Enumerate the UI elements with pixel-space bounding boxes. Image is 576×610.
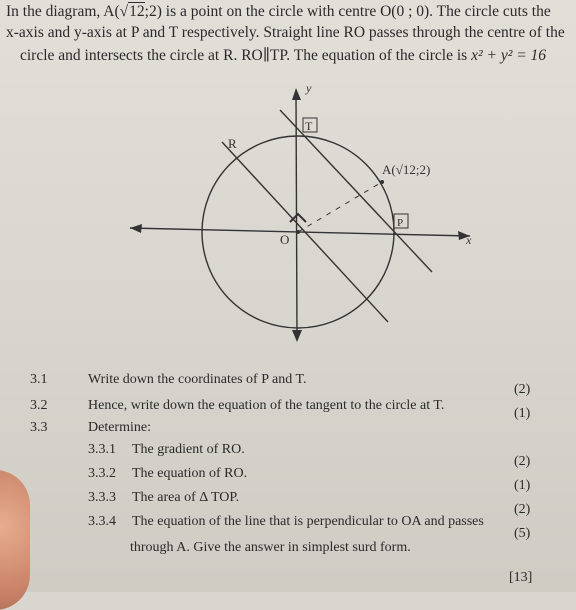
label-o: O [280, 232, 290, 247]
question-marks: (2) [514, 454, 531, 469]
label-y: y [306, 82, 312, 95]
question-marks: (1) [514, 478, 531, 493]
question-number: 3.3 [30, 420, 48, 435]
label-t: T [305, 119, 313, 133]
question-text: The equation of the line that is perpendicular to OA and passes [132, 514, 484, 529]
question-text: The gradient of RO. [132, 442, 245, 457]
circle-diagram [120, 82, 480, 352]
question-text: The area of Δ TOP. [132, 490, 240, 505]
label-r: R [228, 136, 237, 151]
y-axis-arrow-icon [292, 88, 301, 100]
question-text: Hence, write down the equation of the tangent to the circle at T. [88, 398, 445, 413]
question-marks: (2) [514, 502, 531, 517]
point-o [296, 230, 300, 234]
question-number: 3.1 [30, 372, 48, 387]
question-marks: (1) [514, 406, 531, 421]
intro-line-1: In the diagram, A(√12;2) is a point on the circle with centre O(0 ; 0). The circle cuts the [6, 3, 551, 20]
question-number: 3.3.3 [88, 490, 116, 505]
question-number: 3.3.2 [88, 466, 116, 481]
question-text: The equation of RO. [132, 466, 248, 481]
question-text: Write down the coordinates of P and T. [88, 372, 307, 387]
intro-line-3: circle and intersects the circle at R. RO∥TP. The equation of the circle is x² + y² = 16 [20, 47, 547, 64]
total-marks: [13] [509, 570, 533, 585]
finger-photo-artifact [0, 470, 30, 610]
line-oa [298, 182, 382, 232]
label-a: A(√12;2) [382, 162, 431, 177]
line-ro [222, 142, 388, 322]
y-axis-arrow-down-icon [292, 330, 302, 342]
question-marks: (2) [514, 382, 531, 397]
point-a [380, 180, 384, 184]
intro-line-2: x-axis and y-axis at P and T respectively. Straight line RO passes through the centre of the [6, 24, 565, 41]
question-number: 3.2 [30, 398, 48, 413]
question-text: Determine: [88, 420, 151, 435]
question-number: 3.3.1 [88, 442, 116, 457]
question-text: through A. Give the answer in simplest surd form. [130, 540, 411, 555]
question-number: 3.3.4 [88, 514, 116, 529]
label-x: x [466, 233, 472, 247]
x-axis-arrow-left-icon [130, 224, 142, 233]
question-marks: (5) [514, 526, 531, 541]
label-p: P [397, 217, 404, 229]
circle-equation: x² + y² = 16 [471, 47, 547, 64]
line-tp [280, 110, 432, 272]
